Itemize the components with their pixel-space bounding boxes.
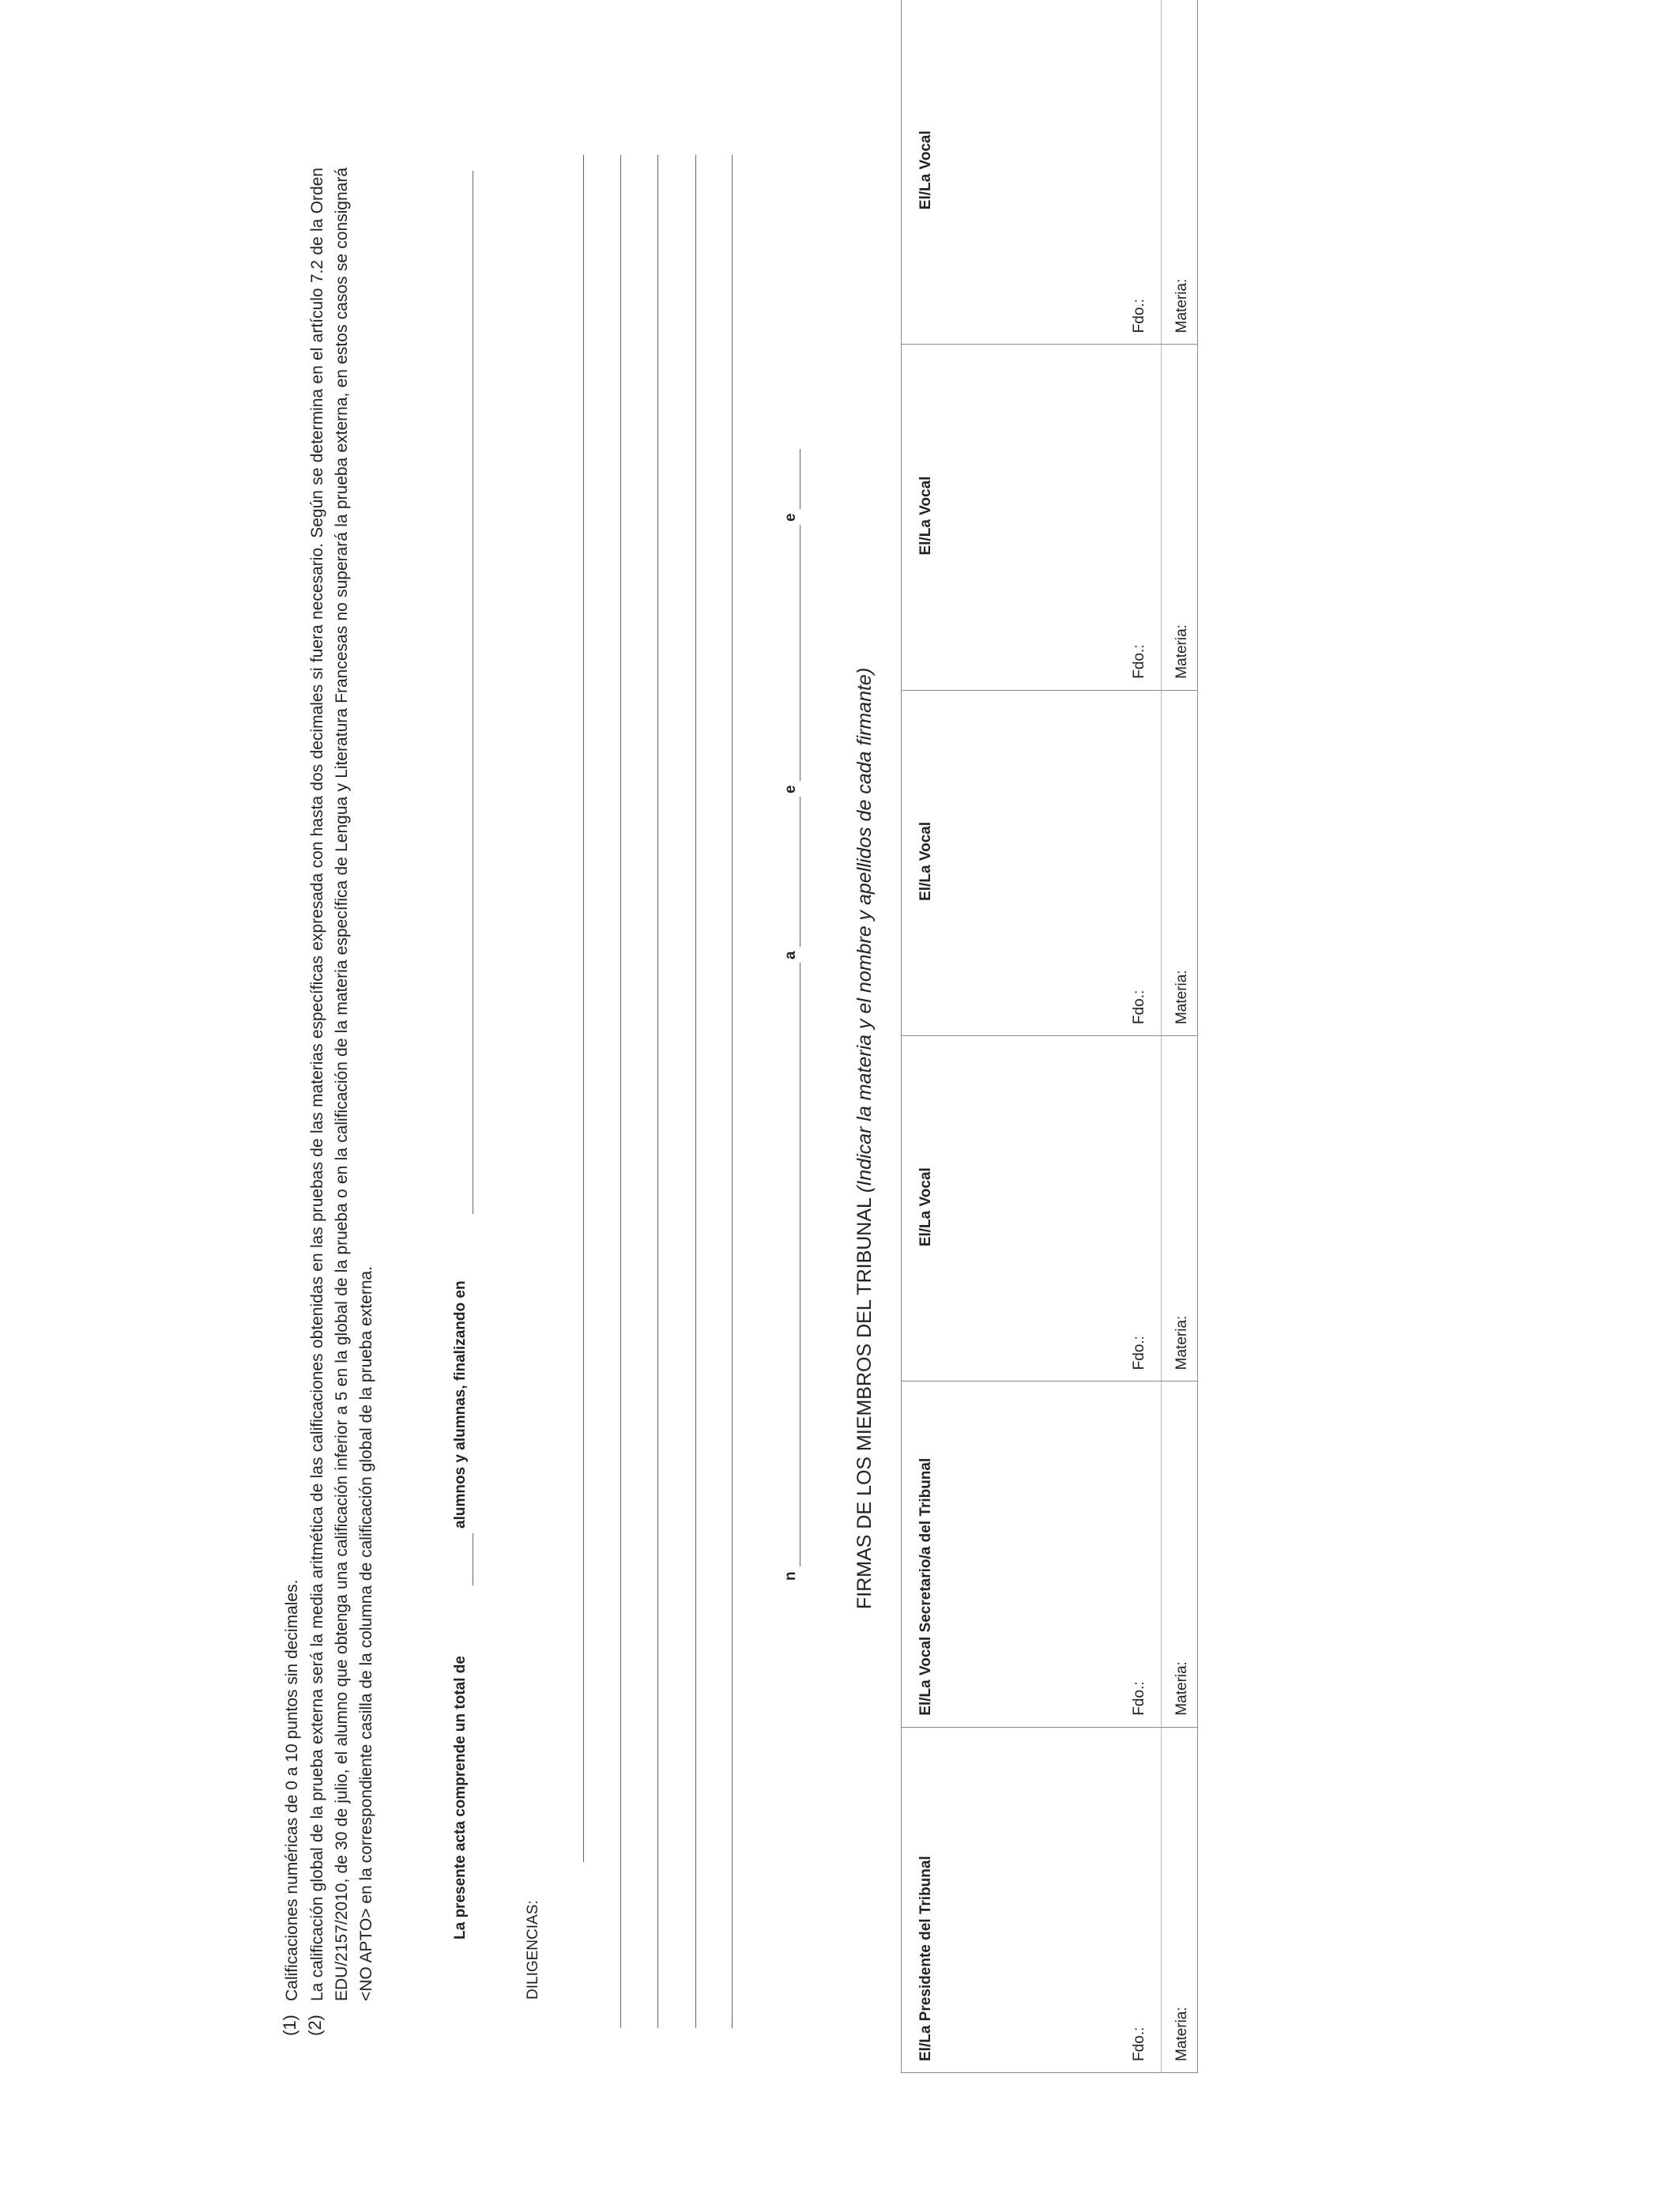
- signature-divider: [1161, 1036, 1162, 1381]
- signature-divider: [1161, 691, 1162, 1035]
- signature-fdo: Fdo.:: [1131, 990, 1147, 1025]
- firmas-heading: [853, 668, 876, 1609]
- signature-role: El/La Vocal: [917, 130, 934, 210]
- signature-cell-vocal-4[interactable]: [902, 0, 1197, 344]
- signature-table: [901, 0, 1198, 2073]
- signature-materia: Materia:: [1173, 2007, 1190, 2061]
- firmas-title: FIRMAS DE LOS MIEMBROS DEL TRIBUNAL: [853, 1197, 876, 1609]
- date-a: a: [782, 951, 799, 959]
- signature-role: El/La Vocal: [917, 1167, 934, 1247]
- signature-materia: Materia:: [1173, 970, 1190, 1025]
- signature-cell-vocal-2[interactable]: [902, 690, 1197, 1035]
- signature-materia: Materia:: [1173, 1315, 1190, 1370]
- diligencias-line-5[interactable]: [732, 155, 733, 2028]
- signature-role: El/La Vocal: [917, 476, 934, 556]
- diligencias-label: DILIGENCIAS:: [525, 1900, 541, 2000]
- signature-role: El/La Vocal Secretario/a del Tribunal: [917, 1457, 934, 1716]
- signature-cell-vocal-3[interactable]: [902, 344, 1197, 689]
- signature-cell-secretario[interactable]: [902, 1381, 1197, 1726]
- signature-role: El/La Presidente del Tribunal: [917, 1856, 934, 2061]
- signature-fdo: Fdo.:: [1131, 644, 1147, 679]
- date-en: n: [782, 1571, 799, 1581]
- summary-prefix: La presente acta comprende un total de: [452, 1656, 469, 1940]
- signature-fdo: Fdo.:: [1131, 2026, 1147, 2061]
- signature-materia: Materia:: [1173, 1661, 1190, 1716]
- diligencias-line-4[interactable]: [695, 155, 696, 2028]
- summary-middle: alumnos y alumnas, finalizando en: [452, 1280, 469, 1529]
- diligencias-line-2[interactable]: [620, 155, 621, 2028]
- signature-fdo: Fdo.:: [1131, 1336, 1147, 1370]
- signature-materia: Materia:: [1173, 278, 1190, 334]
- diligencias-line-3[interactable]: [657, 155, 658, 2028]
- signature-divider: [1161, 0, 1162, 344]
- signature-fdo: Fdo.:: [1131, 299, 1147, 334]
- signature-divider: [1161, 1728, 1162, 2072]
- note-number-2: (2): [305, 2015, 325, 2036]
- signature-materia: Materia:: [1173, 624, 1190, 679]
- signature-fdo: Fdo.:: [1131, 1681, 1147, 1716]
- note-text-2: La calificación global de la prueba externa será la media aritmética de las calificaciones obtenidas en las pruebas de las materias específicas expresada con hasta dos decimales si fuera necesario. Según se determina en el artículo 7.2 de la Orden EDU/2157/2010, de 30 de julio, el alumno que obtenga una calificación inferior a 5 en la global de la prueba o en la calificación de la materia específica de Lengua y Literatura Francesas no superará la prueba externa, en estos casos se consignará <NO APTO> en la correspondiente casilla de la columna de calificación global de la prueba externa.: [308, 168, 375, 2001]
- diligencias-line-1[interactable]: [583, 155, 584, 1862]
- date-de-1: e: [782, 785, 799, 794]
- signature-divider: [1161, 1382, 1162, 1726]
- signature-role: El/La Vocal: [917, 821, 934, 901]
- firmas-subtitle: (Indicar la materia y el nombre y apellidos de cada firmante): [853, 667, 876, 1193]
- signature-cell-presidente[interactable]: [902, 1727, 1197, 2072]
- signature-divider: [1161, 345, 1162, 689]
- signature-cell-vocal-1[interactable]: [902, 1035, 1197, 1381]
- note-number-1: (1): [280, 2015, 299, 2036]
- note-text-1: Calificaciones numéricas de 0 a 10 puntos sin decimales.: [283, 1579, 301, 2001]
- date-de-2: e: [782, 513, 799, 522]
